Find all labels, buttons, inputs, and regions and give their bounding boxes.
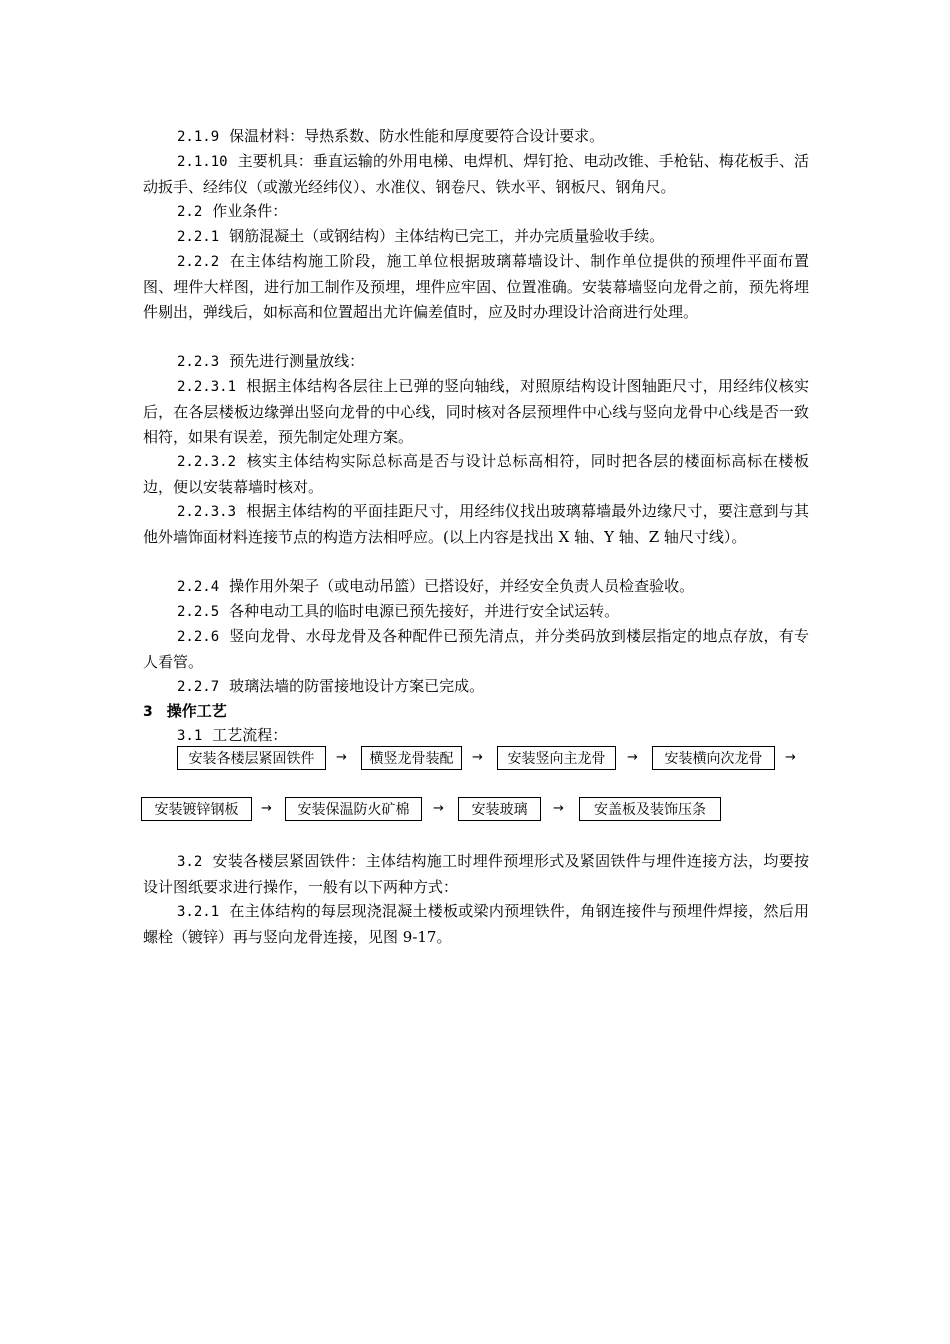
flow-arrow-icon: → (785, 750, 796, 765)
section-heading: 3 操作工艺 (143, 702, 227, 720)
paragraph-2-2-6: 2.2.6 竖向龙骨、水母龙骨及各种配件已预先清点，并分类码放到楼层指定的地点存放，有专人看管。 (143, 627, 809, 671)
flow-step-7: 安装玻璃 (458, 797, 541, 821)
flow-arrow-icon: → (472, 750, 483, 765)
flow-arrow-icon: → (336, 750, 347, 765)
flow-arrow-icon: → (627, 750, 638, 765)
flow-step-3: 安装竖向主龙骨 (497, 746, 616, 770)
paragraph-2-2-1: 2.2.1 钢筋混凝土（或钢结构）主体结构已完工，并办完质量验收手续。 (177, 227, 665, 245)
flow-arrow-icon: → (433, 801, 444, 816)
paragraph-2-1-9: 2.1.9 保温材料：导热系数、防水性能和厚度要符合设计要求。 (177, 127, 605, 145)
paragraph-2-2: 2.2 作业条件： (177, 202, 288, 220)
paragraph-2-2-3-1: 2.2.3.1 根据主体结构各层往上已弹的竖向轴线，对照原结构设计图轴距尺寸，用经纬仪核实后，在各层楼板边缘弹出竖向龙骨的中心线，同时核对各层预埋件中心线与竖向龙骨中心线是否一致相符，如果有误差，预先制定处理方案。 (143, 377, 809, 446)
paragraph-2-1-10: 2.1.10 主要机具：垂直运输的外用电梯、电焊机、焊钉抢、电动改锥、手枪钻、梅花板手、活动扳手、经纬仪（或激光经纬仪）、水准仪、钢卷尺、铁水平、钢板尺、钢角尺。 (143, 152, 809, 196)
paragraph-3-1: 3.1 工艺流程： (177, 726, 288, 744)
paragraph-3-2-1: 3.2.1 在主体结构的每层现浇混凝土楼板或梁内预埋铁件，角钢连接件与预埋件焊接，然后用螺栓（镀锌）再与竖向龙骨连接，见图 9-17。 (143, 902, 809, 946)
flow-arrow-icon: → (261, 801, 272, 816)
paragraph-2-2-4: 2.2.4 操作用外架子（或电动吊篮）已搭设好，并经安全负责人员检查验收。 (177, 577, 695, 595)
paragraph-2-2-3-2: 2.2.3.2 核实主体结构实际总标高是否与设计总标高相符，同时把各层的楼面标高标在楼板边，便以安装幕墙时核对。 (143, 452, 809, 496)
paragraph-2-2-7: 2.2.7 玻璃法墙的防雷接地设计方案已完成。 (177, 677, 485, 695)
flow-step-4: 安装横向次龙骨 (652, 746, 775, 770)
flow-step-8: 安盖板及装饰压条 (579, 797, 721, 821)
flow-arrow-icon: → (553, 801, 564, 816)
flow-step-5: 安装镀锌钢板 (141, 797, 252, 821)
paragraph-2-2-3-3: 2.2.3.3 根据主体结构的平面挂距尺寸，用经纬仪找出玻璃幕墙最外边缘尺寸，要注意到与其他外墙饰面材料连接节点的构造方法相呼应。(以上内容是找出 X 轴、Y 轴、Z 轴尺寸线）。 (143, 502, 809, 546)
flow-step-2: 横竖龙骨装配 (361, 746, 462, 770)
paragraph-3-2: 3.2 安装各楼层紧固铁件：主体结构施工时埋件预埋形式及紧固铁件与埋件连接方法，均要按设计图纸要求进行操作，一般有以下两种方式： (143, 852, 809, 896)
flow-step-1: 安装各楼层紧固铁件 (177, 746, 326, 770)
flow-step-6: 安装保温防火矿棉 (285, 797, 422, 821)
paragraph-2-2-5: 2.2.5 各种电动工具的临时电源已预先接好，并进行安全试运转。 (177, 602, 620, 620)
paragraph-2-2-2: 2.2.2 在主体结构施工阶段，施工单位根据玻璃幕墙设计、制作单位提供的预埋件平面布置图、埋件大样图，进行加工制作及预埋，埋件应牢固、位置准确。安装幕墙竖向龙骨之前，预先将埋件剔出，弹线后，如标高和位置超出尤许偏差值时，应及时办理设计洽商进行处理。 (143, 252, 809, 321)
paragraph-2-2-3: 2.2.3 预先进行测量放线： (177, 352, 365, 370)
